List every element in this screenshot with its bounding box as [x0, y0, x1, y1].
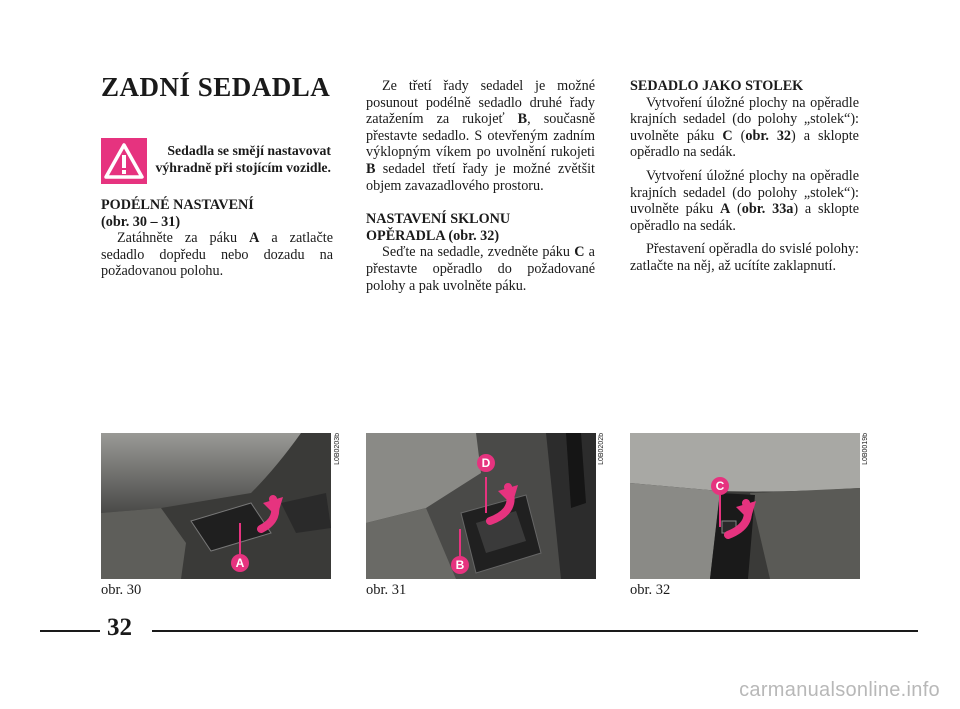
- figure-31-caption: obr. 31: [366, 582, 407, 598]
- figure-32-code: L0B0019b: [862, 433, 869, 465]
- paragraph-table-1: Vytvoření úložné plochy na opěradle krajních sedadel (do polohy „stolek“): uvolněte páku C (obr. 32) a sklopte opěradlo na sedák.: [630, 94, 859, 161]
- figure-31-label-b: B: [455, 558, 465, 572]
- heading-recline: NASTAVENÍ SKLONU: [366, 211, 511, 228]
- figure-31-label-d: D: [481, 456, 491, 470]
- warning-icon: [101, 138, 147, 184]
- section-title: ZADNÍ SEDADLA: [101, 72, 331, 102]
- heading-table: SEDADLO JAKO STOLEK: [630, 78, 804, 94]
- column-2: [366, 78, 595, 294]
- heading-longitudinal: PODÉLNÉ NASTAVENÍ: [101, 197, 254, 213]
- heading-recline-ref: OPĚRADLA (obr. 32): [366, 227, 500, 244]
- warning-notice: [101, 138, 333, 188]
- figure-31-photo: [366, 433, 596, 579]
- page-number: 32: [107, 614, 132, 641]
- figure-32-photo: [630, 433, 860, 579]
- figure-31-code: L0B0202b: [598, 433, 605, 465]
- column-3: [630, 78, 859, 275]
- figure-30-photo: [101, 433, 331, 579]
- footer-rule-left: [40, 630, 100, 632]
- paragraph-longitudinal: Zatáhněte za páku A a zatlačte sedadlo dopředu nebo dozadu na požadovanou polohu.: [101, 230, 333, 280]
- column-1: [101, 197, 333, 280]
- paragraph-table-2: Vytvoření úložné plochy na opěradle krajních sedadel (do polohy „stolek“): uvolněte páku A (obr. 33a) a sklopte opěradlo na sedák.: [630, 167, 859, 234]
- paragraph-recline: Seďte na sedadle, zvedněte páku C a přestavte opěradlo do požadované polohy a pak uvolněte páku.: [366, 244, 595, 294]
- figure-32-caption: obr. 32: [630, 582, 671, 598]
- paragraph-third-row: Ze třetí řady sedadel je možné posunout podélně sedadlo druhé řady zatažením za rukojeť B, současně přestavte sedadlo. S otevřeným zadním výklopným víkem po uvolnění rukojeti B sedadel třetí řady je možné zvětšit objem zavazadlového prostoru.: [366, 78, 595, 194]
- paragraph-table-3: Přestavení opěradla do svislé polohy: zatlačte na něj, až ucítíte zaklapnutí.: [630, 241, 859, 274]
- heading-longitudinal-ref: (obr. 30 – 31): [101, 213, 181, 230]
- figure-30-caption: obr. 30: [101, 582, 142, 598]
- watermark: carmanualsonline.info: [739, 679, 940, 701]
- figure-30-label-a: A: [235, 556, 245, 570]
- warning-text: Sedadla se smějí nastavovat výhradně při stojícím vozidle.: [155, 143, 331, 175]
- footer-rule-right: [152, 630, 918, 632]
- figure-32-label-c: C: [715, 479, 725, 493]
- figure-30-code: L0B0203b: [334, 433, 341, 465]
